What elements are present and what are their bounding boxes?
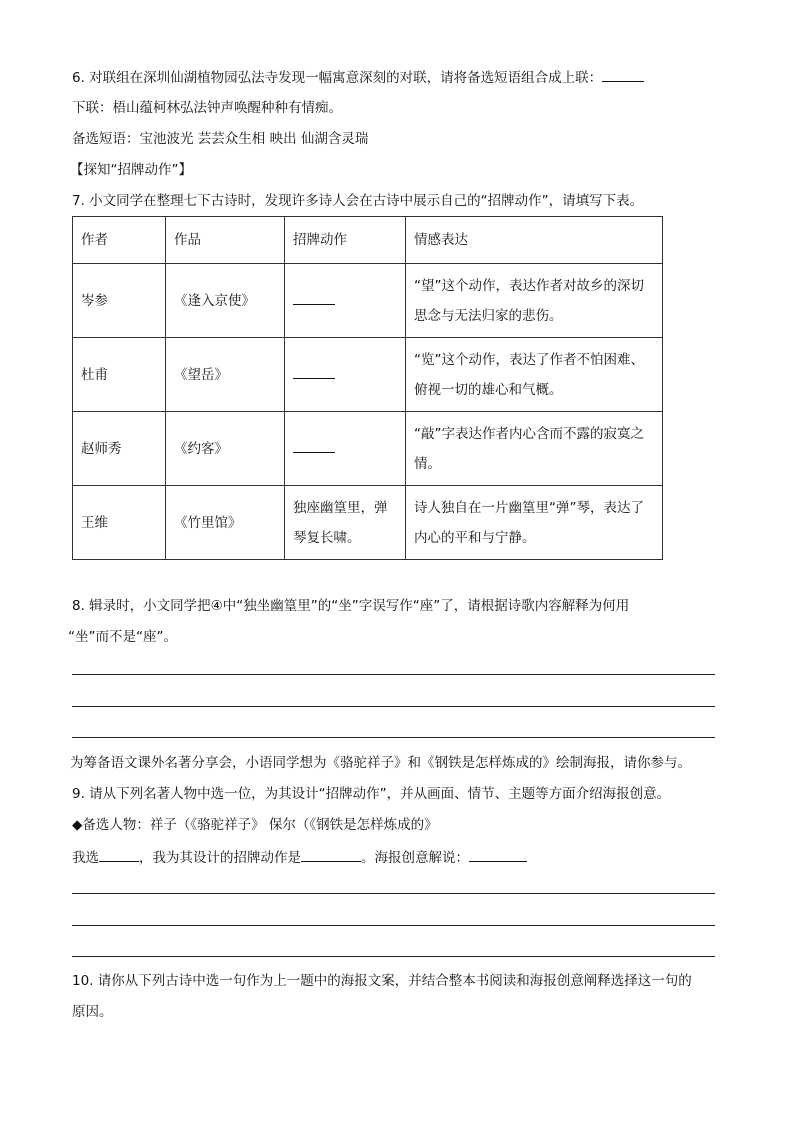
q9-answer-line[interactable] (72, 956, 715, 957)
cell-action: 独座幽篁里，弹琴复长啸。 (285, 486, 406, 560)
q8-prompt-line2: “坐”而不是“座”。 (68, 629, 177, 645)
q10-prompt-line1: 10. 请你从下列古诗中选一句作为上一题中的海报文案，并结合整本书阅读和海报创意阐释选择这一句的 (72, 973, 692, 989)
poster-intro: 为筹备语文课外名著分享会，小语同学想为《骆驼祥子》和《钢铁是怎样炼成的》绘制海报，请你参与。 (70, 755, 691, 771)
cell-author: 赵师秀 (73, 412, 166, 486)
cell-emotion: “望”这个动作，表达作者对故乡的深切思念与无法归家的悲伤。 (406, 264, 663, 338)
q6-phrase-options: 备选短语：宝池波光 芸芸众生相 映出 仙湖含灵瑞 (72, 131, 369, 147)
q6-line1 (72, 67, 644, 88)
cell-emotion: 诗人独自在一片幽篁里“弹”琴，表达了内心的平和与宁静。 (406, 486, 663, 560)
q9-fill-suffix: 。海报创意解说： (361, 850, 469, 866)
q6-prompt-text: 6. 对联组在深圳仙湖植物园弘法寺发现一幅寓意深刻的对联，请将备选短语组合成上联： (72, 70, 603, 86)
q9-explanation-blank[interactable] (469, 847, 527, 862)
cell-author: 王维 (73, 486, 166, 560)
cell-action[interactable] (285, 264, 406, 338)
q8-answer-line[interactable] (72, 737, 715, 738)
table-row (73, 338, 663, 412)
cell-action[interactable] (285, 412, 406, 486)
q8-prompt-line1: 8. 辑录时，小文同学把④中“独坐幽篁里”的“坐”字误写作“座”了，请根据诗歌内容解释为何用 (72, 598, 630, 614)
table-row (73, 486, 663, 560)
q10-prompt-line2: 原因。 (72, 1004, 113, 1020)
cell-emotion: “览”这个动作，表达了作者不怕困难、俯视一切的雄心和气概。 (406, 338, 663, 412)
cell-work: 《约客》 (166, 412, 285, 486)
q9-answer-line[interactable] (72, 893, 715, 894)
cell-author: 岑参 (73, 264, 166, 338)
q6-lower-couplet: 下联：梧山蕴柯林弘法钟声唤醒种种有情痴。 (72, 100, 342, 116)
q8-answer-line[interactable] (72, 706, 715, 707)
q8-answer-line[interactable] (72, 674, 715, 675)
cell-work: 《逢入京使》 (166, 264, 285, 338)
q9-answer-line[interactable] (72, 925, 715, 926)
cell-work: 《竹里馆》 (166, 486, 285, 560)
action-answer-blank[interactable] (293, 368, 335, 379)
table-row (73, 264, 663, 338)
header-emotion: 情感表达 (406, 217, 663, 264)
poem-action-table (72, 216, 663, 560)
table-header-row (73, 217, 663, 264)
q9-fill-middle: ，我为其设计的招牌动作是 (139, 850, 301, 866)
section-title: 【探知“招牌动作”】 (70, 162, 192, 178)
action-answer-blank[interactable] (293, 442, 335, 453)
header-author: 作者 (73, 217, 166, 264)
table-row (73, 412, 663, 486)
q9-fill-prefix: 我选 (72, 850, 99, 866)
q7-prompt: 7. 小文同学在整理七下古诗时，发现许多诗人会在古诗中展示自己的“招牌动作”，请填写下表。 (72, 193, 644, 209)
cell-author: 杜甫 (73, 338, 166, 412)
q9-fill-line (72, 847, 527, 868)
header-action: 招牌动作 (285, 217, 406, 264)
q9-action-blank[interactable] (301, 847, 361, 862)
q9-prompt: 9. 请从下列名著人物中选一位，为其设计“招牌动作”，并从画面、情节、主题等方面介绍海报创意。 (72, 786, 671, 802)
cell-work: 《望岳》 (166, 338, 285, 412)
q9-character-options: ◆备选人物：祥子（《骆驼祥子》 保尔（《钢铁是怎样炼成的》 (72, 817, 438, 833)
q9-character-blank[interactable] (99, 847, 139, 862)
cell-action[interactable] (285, 338, 406, 412)
q6-answer-blank[interactable] (602, 67, 644, 82)
cell-emotion: “敲”字表达作者内心含而不露的寂寞之情。 (406, 412, 663, 486)
header-work: 作品 (166, 217, 285, 264)
action-answer-blank[interactable] (293, 294, 335, 305)
